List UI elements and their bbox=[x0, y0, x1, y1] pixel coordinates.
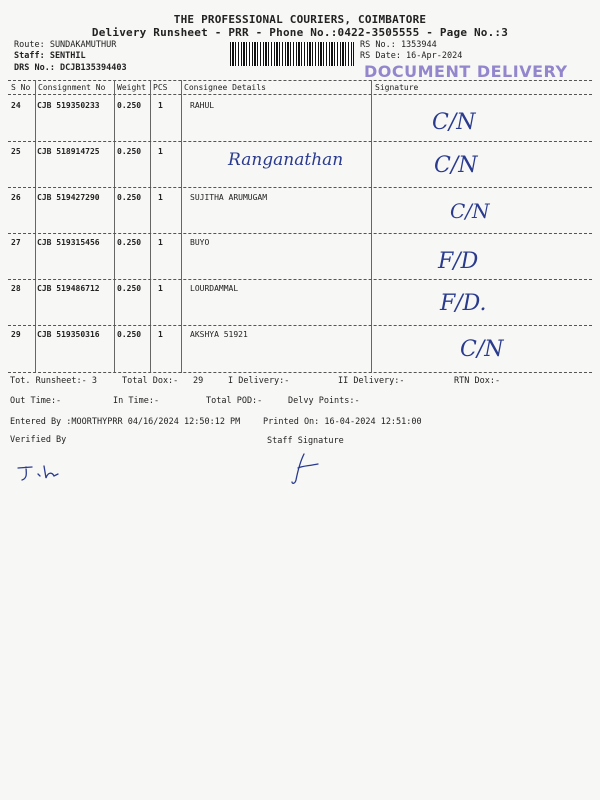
staff-label: Staff: SENTHIL bbox=[14, 51, 86, 61]
row-weight: 0.250 bbox=[117, 238, 142, 247]
row-rule bbox=[8, 279, 592, 280]
verifier-signature-icon bbox=[14, 460, 84, 486]
row-signature: F/D bbox=[438, 249, 479, 274]
column-divider bbox=[114, 80, 115, 373]
out-time: Out Time:- bbox=[10, 396, 62, 406]
delvy-points: Delvy Points:- bbox=[288, 396, 360, 406]
row-consignment: CJB 519350233 bbox=[37, 101, 100, 110]
row-consignee: AKSHYA 51921 bbox=[190, 330, 248, 339]
row-pcs: 1 bbox=[158, 284, 163, 293]
row-pcs: 1 bbox=[158, 101, 163, 110]
row-weight: 0.250 bbox=[117, 147, 142, 156]
row-consignment: CJB 519427290 bbox=[37, 193, 100, 202]
row-handwritten-name: Ranganathan bbox=[228, 150, 344, 170]
row-sno: 24 bbox=[11, 101, 21, 110]
column-header-sno: S No bbox=[11, 83, 31, 92]
column-divider bbox=[35, 80, 36, 373]
i-delivery: I Delivery:- bbox=[228, 376, 290, 386]
row-sno: 25 bbox=[11, 147, 21, 156]
rs-number: RS No.: 1353944 bbox=[360, 40, 437, 50]
row-weight: 0.250 bbox=[117, 284, 142, 293]
printed-on: Printed On: 16-04-2024 12:51:00 bbox=[263, 417, 422, 427]
header-rule bbox=[8, 94, 592, 95]
table-bottom-rule bbox=[8, 372, 592, 373]
drs-number: DRS No.: DCJB135394403 bbox=[14, 63, 127, 73]
row-weight: 0.250 bbox=[117, 193, 142, 202]
column-header-consignee: Consignee Details bbox=[184, 83, 266, 92]
row-rule bbox=[8, 233, 592, 234]
row-consignee: SUJITHA ARUMUGAM bbox=[190, 193, 268, 202]
staff-signature-label: Staff Signature bbox=[267, 436, 344, 446]
row-consignment: CJB 518914725 bbox=[37, 147, 100, 156]
row-consignee: RAHUL bbox=[190, 101, 215, 110]
row-consignment: CJB 519350316 bbox=[37, 330, 100, 339]
row-pcs: 1 bbox=[158, 330, 163, 339]
document-delivery-stamp: DOCUMENT DELIVERY bbox=[364, 62, 568, 81]
barcode-image bbox=[230, 42, 354, 66]
total-dox-label: Total Dox:- bbox=[122, 376, 179, 386]
row-pcs: 1 bbox=[158, 193, 163, 202]
row-rule bbox=[8, 141, 592, 142]
document-title: THE PROFESSIONAL COURIERS, COIMBATORE bbox=[173, 13, 427, 26]
column-divider bbox=[181, 80, 182, 373]
row-weight: 0.250 bbox=[117, 330, 142, 339]
total-dox-value: 29 bbox=[193, 376, 204, 386]
tot-runsheet: Tot. Runsheet:- 3 bbox=[10, 376, 97, 386]
column-divider bbox=[150, 80, 151, 373]
row-sno: 26 bbox=[11, 193, 21, 202]
row-sno: 28 bbox=[11, 284, 21, 293]
staff-signature-icon bbox=[286, 450, 326, 490]
row-signature: C/N bbox=[434, 153, 478, 178]
table-top-rule bbox=[8, 80, 592, 81]
column-header-weight: Weight bbox=[117, 83, 146, 92]
runsheet-subtitle: Delivery Runsheet - PRR - Phone No.:0422-3505555 - Page No.:3 bbox=[91, 26, 509, 39]
row-consignment: CJB 519486712 bbox=[37, 284, 100, 293]
row-rule bbox=[8, 187, 592, 188]
row-consignee: LOURDAMMAL bbox=[190, 284, 239, 293]
ii-delivery: II Delivery:- bbox=[338, 376, 405, 386]
row-sno: 29 bbox=[11, 330, 21, 339]
column-header-consignment: Consignment No bbox=[38, 83, 106, 92]
row-sno: 27 bbox=[11, 238, 21, 247]
route-label: Route: SUNDAKAMUTHUR bbox=[14, 40, 117, 50]
row-signature: C/N bbox=[432, 110, 476, 135]
total-pod: Total POD:- bbox=[206, 396, 263, 406]
row-signature: F/D. bbox=[440, 291, 487, 316]
row-weight: 0.250 bbox=[117, 101, 142, 110]
column-header-signature: Signature bbox=[375, 83, 419, 92]
verified-by-label: Verified By bbox=[10, 435, 67, 445]
row-pcs: 1 bbox=[158, 147, 163, 156]
row-rule bbox=[8, 325, 592, 326]
row-consignee: BUYO bbox=[190, 238, 210, 247]
rtn-dox: RTN Dox:- bbox=[454, 376, 501, 386]
row-consignment: CJB 519315456 bbox=[37, 238, 100, 247]
in-time: In Time:- bbox=[113, 396, 160, 406]
row-signature: C/N bbox=[450, 199, 490, 223]
column-header-pcs: PCS bbox=[153, 83, 168, 92]
entered-by: Entered By :MOORTHYPRR 04/16/2024 12:50:12 PM bbox=[10, 417, 241, 427]
row-pcs: 1 bbox=[158, 238, 163, 247]
row-signature: C/N bbox=[460, 337, 504, 362]
column-divider bbox=[371, 80, 372, 373]
rs-date: RS Date: 16-Apr-2024 bbox=[360, 51, 463, 61]
